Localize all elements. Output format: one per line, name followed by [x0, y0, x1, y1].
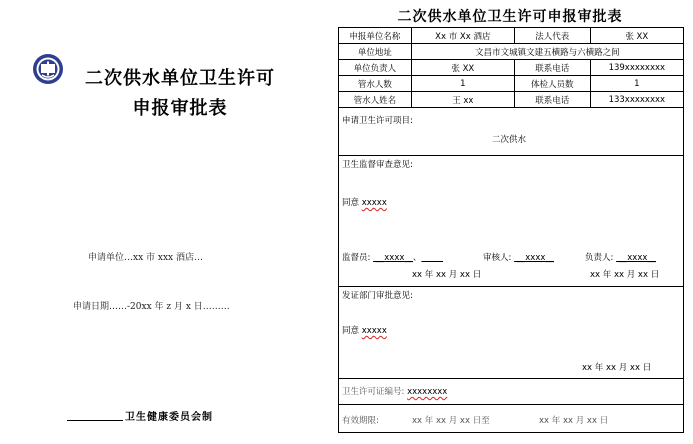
review-opinion[interactable]: xxxxx — [361, 198, 387, 208]
examined-staff-count-value[interactable]: 1 — [590, 76, 683, 92]
cover-title-line-2: 申报审批表 — [132, 98, 228, 119]
review-date-right[interactable]: xx 年 xx 月 xx 日 — [590, 270, 660, 280]
table-row — [339, 28, 683, 44]
table-row — [339, 76, 683, 92]
applicant-info-table — [339, 28, 683, 108]
review-date-left[interactable]: xx 年 xx 月 xx 日 — [412, 270, 482, 280]
responsible-value[interactable]: __xxxx__ — [616, 253, 656, 263]
application-date-line: 申请日期……-20xx 年 z 月 x 日……… — [73, 302, 230, 312]
responsible-line — [585, 251, 656, 263]
validity-label: 有效期限: — [342, 416, 379, 426]
field-label: 法人代表 — [514, 28, 590, 44]
supervisor-separator: 、 — [412, 253, 422, 263]
field-label: 联系电话 — [514, 60, 590, 76]
cover-title-line-1: 二次供水单位卫生许可 — [85, 68, 275, 89]
issue-opinion-line — [342, 324, 387, 336]
legal-representative-value[interactable]: 张 XX — [590, 28, 683, 44]
table-row — [339, 60, 683, 76]
applicant-unit-line: 申请单位…xx 市 xxx 酒店… — [88, 253, 203, 263]
validity-to[interactable]: xx 年 xx 月 xx 日 — [539, 416, 609, 426]
reviewer-label: 审核人: — [483, 253, 512, 263]
issue-opinion-prefix: 同意 — [342, 326, 362, 336]
table-row — [339, 44, 683, 60]
form-title: 二次供水单位卫生许可申报审批表 — [397, 9, 623, 25]
cover-page — [0, 0, 330, 444]
issue-opinion[interactable]: xxxxx — [361, 326, 387, 336]
validity-section — [339, 404, 683, 434]
validity-from[interactable]: xx 年 xx 月 xx 日至 — [412, 416, 490, 426]
issue-date[interactable]: xx 年 xx 月 xx 日 — [582, 363, 652, 373]
supervisor-value[interactable]: __xxxx__ — [373, 253, 413, 263]
field-label: 单位地址 — [339, 44, 411, 60]
review-opinion-prefix: 同意 — [342, 198, 362, 208]
cover-title — [60, 64, 300, 124]
responsible-label: 负责人: — [585, 253, 614, 263]
staff-phone-value[interactable]: 133xxxxxxxx — [590, 92, 683, 108]
field-label: 管水人数 — [339, 76, 411, 92]
supervisor-label: 监督员: — [342, 253, 371, 263]
issuer-footer-text: 卫生健康委员会制 — [125, 412, 213, 423]
field-label: 体检人员数 — [514, 76, 590, 92]
water-staff-count-value[interactable]: 1 — [411, 76, 514, 92]
table-row — [339, 92, 683, 108]
approval-form — [338, 27, 684, 433]
manager-phone-value[interactable]: 139xxxxxxxx — [590, 60, 683, 76]
issue-section — [339, 286, 683, 378]
license-section — [339, 378, 683, 404]
project-label: 申请卫生许可项目: — [342, 116, 413, 126]
issue-label: 发证部门审批意见: — [342, 291, 413, 301]
unit-address-value[interactable]: 文昌市文城镇文建五横路与六横路之间 — [411, 44, 683, 60]
reviewer-line — [483, 251, 554, 263]
license-line — [342, 385, 447, 397]
license-number[interactable]: xxxxxxxx — [407, 387, 448, 397]
license-label: 卫生许可证编号: — [342, 387, 405, 397]
field-label: 申报单位名称 — [339, 28, 411, 44]
water-staff-name-value[interactable]: 王 xx — [411, 92, 514, 108]
field-label: 单位负责人 — [339, 60, 411, 76]
issuer-footer — [67, 408, 213, 423]
unit-manager-value[interactable]: 张 XX — [411, 60, 514, 76]
reviewer-value[interactable]: __xxxx__ — [514, 253, 554, 263]
supervisor-line — [342, 251, 443, 263]
project-value[interactable]: 二次供水 — [492, 135, 527, 145]
issuer-blank — [67, 410, 123, 421]
field-label: 联系电话 — [514, 92, 590, 108]
supervisor-blank[interactable] — [421, 253, 443, 263]
field-label: 管水人姓名 — [339, 92, 411, 108]
applicant-unit-name-value[interactable]: Xx 市 Xx 酒店 — [411, 28, 514, 44]
review-opinion-line — [342, 196, 387, 208]
review-label: 卫生监督审查意见: — [342, 160, 413, 170]
